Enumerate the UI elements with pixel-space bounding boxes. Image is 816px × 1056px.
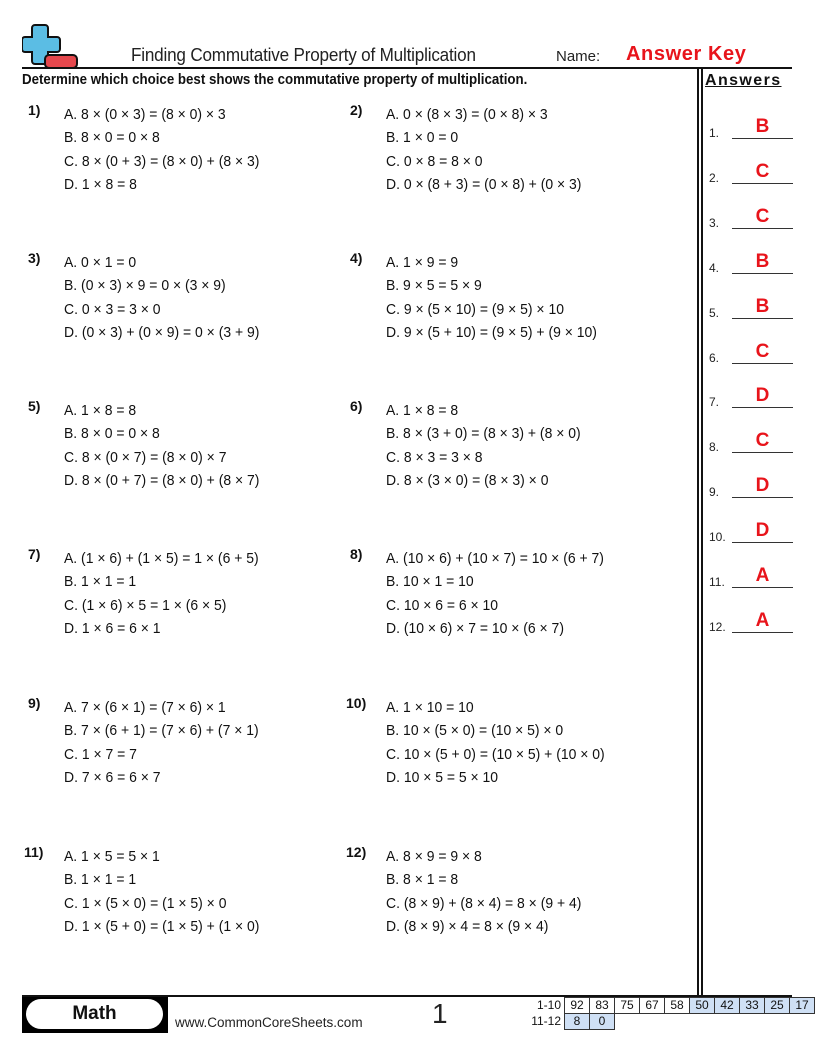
answer-item-8 <box>709 430 793 454</box>
answer-letter: B <box>755 116 770 137</box>
choice-b: B. (0 × 3) × 9 = 0 × (3 × 9) <box>64 277 226 295</box>
choice-c: C. (8 × 9) + (8 × 4) = 8 × (9 + 4) <box>386 894 582 912</box>
answer-blank-line <box>732 587 793 588</box>
answer-item-2 <box>709 161 793 185</box>
answer-blank-line <box>732 452 793 453</box>
problem-number: 6) <box>350 398 363 414</box>
problem-number: 12) <box>346 844 367 860</box>
answer-item-12 <box>709 610 793 634</box>
choice-d: D. (10 × 6) × 7 = 10 × (6 × 7) <box>386 619 564 637</box>
answer-number: 3. <box>709 215 720 230</box>
choice-b: B. 9 × 5 = 5 × 9 <box>386 277 482 295</box>
answer-letter: C <box>755 205 770 227</box>
answer-item-9 <box>709 475 793 499</box>
answer-blank-line <box>732 363 793 364</box>
answer-blank-line <box>732 542 793 543</box>
choice-c: C. 0 × 8 = 8 × 0 <box>386 152 483 170</box>
choice-d: D. (8 × 9) × 4 = 8 × (9 × 4) <box>386 917 549 935</box>
choice-d: D. 1 × 8 = 8 <box>64 175 137 193</box>
answer-number: 12. <box>709 619 726 634</box>
choice-c: C. 10 × (5 + 0) = (10 × 5) + (10 × 0) <box>386 745 605 763</box>
answer-item-10 <box>709 520 793 544</box>
answer-item-11 <box>709 565 793 589</box>
choice-c: C. 1 × (5 × 0) = (1 × 5) × 0 <box>64 894 227 912</box>
answer-letter: A <box>755 565 770 586</box>
score-row-label: 1-10 <box>536 998 561 1012</box>
answer-item-7 <box>709 385 793 409</box>
choice-c: C. 10 × 6 = 6 × 10 <box>386 596 499 614</box>
instructions: Determine which choice best shows the commutative property of multiplication. <box>22 72 528 88</box>
answer-number: 6. <box>709 350 720 365</box>
answer-blank-line <box>732 407 793 408</box>
choice-a: A. 8 × 9 = 9 × 8 <box>386 848 482 865</box>
choice-a: A. 8 × (0 × 3) = (8 × 0) × 3 <box>64 106 226 123</box>
choice-b: B. 8 × (3 + 0) = (8 × 3) + (8 × 0) <box>386 425 581 443</box>
score-cell: 8 <box>565 1014 590 1030</box>
choice-a: A. 0 × 1 = 0 <box>64 254 137 271</box>
score-cell: 58 <box>665 998 690 1014</box>
choice-a: A. 1 × 8 = 8 <box>386 402 459 419</box>
answer-letter: B <box>755 250 770 272</box>
choice-d: D. 10 × 5 = 5 × 10 <box>386 768 499 786</box>
answer-blank-line <box>732 497 793 498</box>
choice-d: D. 8 × (3 × 0) = (8 × 3) × 0 <box>386 471 549 489</box>
name-value: Answer Key <box>626 43 747 65</box>
choice-c: C. (1 × 6) × 5 = 1 × (6 × 5) <box>64 596 227 614</box>
answer-item-1 <box>709 116 793 140</box>
answers-heading: Answers <box>705 72 782 89</box>
choice-d: D. (0 × 3) + (0 × 9) = 0 × (3 + 9) <box>64 323 260 341</box>
name-label: Name: <box>556 48 601 65</box>
answer-letter: C <box>755 430 770 452</box>
choice-c: C. 8 × (0 + 3) = (8 × 0) + (8 × 3) <box>64 152 260 170</box>
answer-item-6 <box>709 341 793 365</box>
score-row-label: 11-12 <box>531 1014 561 1028</box>
answer-blank-line <box>732 273 793 274</box>
score-cell: 92 <box>565 998 590 1014</box>
answer-blank-line <box>732 228 793 229</box>
choice-a: A. (10 × 6) + (10 × 7) = 10 × (6 + 7) <box>386 550 604 567</box>
answer-number: 5. <box>709 305 720 320</box>
answer-item-3 <box>709 206 793 230</box>
page-number: 1 <box>432 998 448 1029</box>
answer-blank-line <box>732 138 793 139</box>
score-row <box>528 998 815 1014</box>
answer-number: 11. <box>709 575 725 589</box>
answer-letter: B <box>755 295 770 317</box>
score-cell: 83 <box>590 998 615 1014</box>
answer-letter: C <box>755 340 770 362</box>
choice-b: B. 10 × 1 = 10 <box>386 573 474 591</box>
answer-column-divider <box>701 69 703 996</box>
choice-d: D. 8 × (0 + 7) = (8 × 0) + (8 × 7) <box>64 471 260 489</box>
problem-number: 4) <box>350 250 363 266</box>
answer-number: 4. <box>709 260 720 275</box>
choice-d: D. 7 × 6 = 6 × 7 <box>64 768 161 786</box>
score-cell: 75 <box>615 998 640 1014</box>
site-url: www.CommonCoreSheets.com <box>175 1015 363 1030</box>
problem-number: 3) <box>28 250 41 266</box>
answer-blank-line <box>732 632 793 633</box>
score-cell: 33 <box>740 998 765 1014</box>
answer-letter: D <box>755 475 770 497</box>
subject-label: Math <box>26 999 163 1029</box>
choice-b: B. 8 × 0 = 0 × 8 <box>64 129 160 147</box>
problem-number: 9) <box>28 695 41 711</box>
score-cell: 50 <box>690 998 715 1014</box>
answer-number: 8. <box>709 440 720 455</box>
answer-letter: D <box>755 520 770 542</box>
answer-blank-line <box>732 183 793 184</box>
choice-b: B. 8 × 0 = 0 × 8 <box>64 425 160 443</box>
choice-c: C. 8 × (0 × 7) = (8 × 0) × 7 <box>64 448 227 466</box>
choice-c: C. 1 × 7 = 7 <box>64 745 137 763</box>
choice-b: B. 1 × 1 = 1 <box>64 573 137 591</box>
choice-d: D. 9 × (5 + 10) = (9 × 5) + (9 × 10) <box>386 323 597 341</box>
choice-a: A. 7 × (6 × 1) = (7 × 6) × 1 <box>64 699 226 716</box>
choice-d: D. 1 × 6 = 6 × 1 <box>64 619 161 637</box>
choice-b: B. 1 × 1 = 1 <box>64 871 137 889</box>
problem-number: 11) <box>24 844 44 860</box>
score-cell: 17 <box>790 998 815 1014</box>
problem-number: 1) <box>28 102 41 118</box>
choice-a: A. 1 × 9 = 9 <box>386 254 459 271</box>
choice-d: D. 1 × (5 + 0) = (1 × 5) + (1 × 0) <box>64 917 260 935</box>
worksheet-title: Finding Commutative Property of Multiplication <box>131 45 476 65</box>
choice-d: D. 0 × (8 + 3) = (0 × 8) + (0 × 3) <box>386 175 582 193</box>
answer-letter: D <box>755 385 770 407</box>
problem-number: 7) <box>28 546 41 562</box>
problem-number: 2) <box>350 102 363 118</box>
choice-b: B. 8 × 1 = 8 <box>386 871 459 889</box>
choice-a: A. 1 × 8 = 8 <box>64 402 137 419</box>
problem-number: 10) <box>346 695 367 711</box>
choice-b: B. 7 × (6 + 1) = (7 × 6) + (7 × 1) <box>64 722 259 740</box>
answer-item-4 <box>709 251 793 275</box>
plus-minus-logo-icon <box>22 22 80 70</box>
choice-a: A. 1 × 5 = 5 × 1 <box>64 848 160 865</box>
score-row <box>528 1014 815 1030</box>
choice-a: A. 0 × (8 × 3) = (0 × 8) × 3 <box>386 106 548 123</box>
score-cell: 67 <box>640 998 665 1014</box>
score-cell: 42 <box>715 998 740 1014</box>
answer-number: 2. <box>709 170 720 185</box>
choice-b: B. 1 × 0 = 0 <box>386 129 459 147</box>
answer-number: 1. <box>709 126 720 140</box>
score-cell: 0 <box>590 1014 615 1030</box>
answer-number: 10. <box>709 530 726 545</box>
choice-c: C. 8 × 3 = 3 × 8 <box>386 448 483 466</box>
problem-number: 5) <box>28 398 41 414</box>
answer-letter: C <box>755 160 770 182</box>
answer-item-5 <box>709 296 793 320</box>
answer-letter: A <box>755 609 770 631</box>
answer-column-divider <box>697 69 699 996</box>
choice-b: B. 10 × (5 × 0) = (10 × 5) × 0 <box>386 722 564 740</box>
header-divider <box>22 67 792 69</box>
choice-a: A. 1 × 10 = 10 <box>386 699 474 716</box>
score-table <box>528 997 815 1030</box>
problem-number: 8) <box>350 546 363 562</box>
choice-a: A. (1 × 6) + (1 × 5) = 1 × (6 + 5) <box>64 550 259 567</box>
answer-number: 9. <box>709 485 720 500</box>
choice-c: C. 9 × (5 × 10) = (9 × 5) × 10 <box>386 300 564 318</box>
answer-blank-line <box>732 318 793 319</box>
score-cell: 25 <box>765 998 790 1014</box>
choice-c: C. 0 × 3 = 3 × 0 <box>64 300 161 318</box>
answer-number: 7. <box>709 395 720 410</box>
